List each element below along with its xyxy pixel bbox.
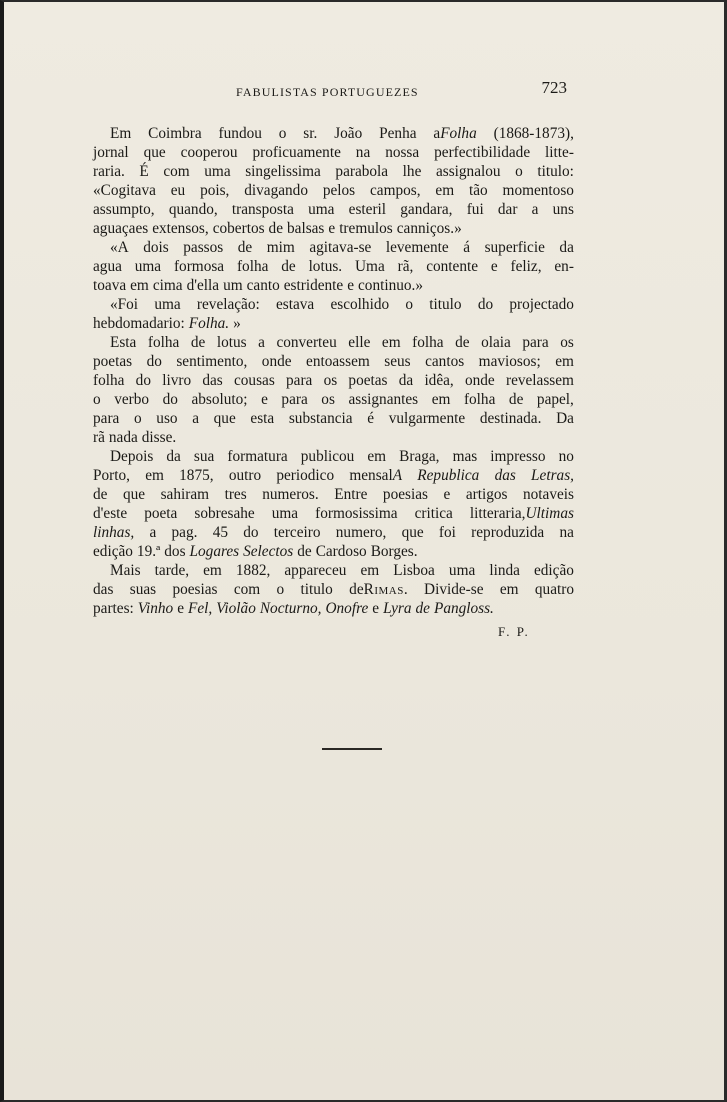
word: elle bbox=[348, 334, 371, 351]
word: uma bbox=[308, 201, 335, 218]
word: litte- bbox=[545, 144, 574, 161]
word: agitava-se bbox=[309, 239, 372, 256]
word: mensalA bbox=[349, 467, 403, 484]
word: agua bbox=[93, 258, 122, 275]
word: gandara, bbox=[400, 201, 453, 218]
word: 1882, bbox=[235, 562, 271, 579]
word: parabola bbox=[335, 163, 389, 180]
word: dois bbox=[143, 239, 169, 256]
text-line bbox=[93, 162, 574, 181]
word: outro bbox=[228, 467, 262, 484]
word: e bbox=[347, 277, 355, 294]
word: rã bbox=[93, 429, 105, 446]
word: Letras, bbox=[531, 467, 574, 484]
word: Mais bbox=[110, 562, 141, 579]
word: quando, bbox=[168, 201, 218, 218]
word: de bbox=[297, 543, 312, 560]
word: substancia bbox=[288, 410, 353, 427]
word: é bbox=[367, 410, 375, 427]
word: «A bbox=[110, 239, 129, 256]
word: esteril bbox=[348, 201, 387, 218]
page-header bbox=[124, 78, 567, 104]
word: estridente bbox=[283, 277, 344, 294]
word: uso bbox=[156, 410, 178, 427]
word: nossa bbox=[385, 144, 420, 161]
word: jornal bbox=[93, 144, 129, 161]
word: titulo: bbox=[537, 163, 574, 180]
word: idêa, bbox=[424, 372, 454, 389]
word: e Fel, bbox=[177, 600, 213, 617]
word: da bbox=[398, 372, 414, 389]
word: divagando bbox=[244, 182, 308, 199]
word: lhe bbox=[402, 163, 422, 180]
word: folha bbox=[93, 372, 125, 389]
word: pelos bbox=[322, 182, 356, 199]
word: e bbox=[443, 486, 451, 503]
word: artigos bbox=[465, 486, 508, 503]
word: edição bbox=[533, 562, 574, 579]
word: em bbox=[499, 581, 519, 598]
word: Borges. bbox=[370, 543, 418, 560]
word: aFolha bbox=[433, 125, 477, 142]
word: em bbox=[431, 391, 451, 408]
word: assignantes bbox=[348, 391, 419, 408]
word: Violão bbox=[216, 600, 256, 617]
word: campos, bbox=[370, 182, 421, 199]
word: e bbox=[490, 258, 498, 275]
word: de bbox=[93, 486, 108, 503]
word: uma bbox=[154, 296, 181, 313]
word: Lisboa bbox=[393, 562, 435, 579]
word: balsas bbox=[287, 220, 325, 237]
running-title: FABULISTAS PORTUGUEZES bbox=[236, 85, 419, 99]
word: en- bbox=[554, 258, 574, 275]
word: «Foi bbox=[110, 296, 139, 313]
word: transposta bbox=[231, 201, 294, 218]
word: 45 bbox=[212, 524, 228, 541]
word: feliz, bbox=[510, 258, 542, 275]
word: em bbox=[145, 467, 164, 484]
word: perfectibilidade bbox=[434, 144, 531, 161]
word: do bbox=[477, 296, 494, 313]
word: quatro bbox=[534, 581, 574, 598]
word: verbo bbox=[114, 391, 150, 408]
text-line bbox=[93, 238, 574, 257]
word: poesias bbox=[172, 581, 218, 598]
word: da bbox=[559, 239, 574, 256]
word: revelação: bbox=[196, 296, 260, 313]
word: Uma bbox=[355, 258, 385, 275]
word: de bbox=[415, 600, 430, 617]
word: folha bbox=[147, 334, 180, 351]
word: d'ella bbox=[186, 277, 220, 294]
word: folha bbox=[463, 391, 496, 408]
word: tres bbox=[224, 486, 247, 503]
word: das bbox=[93, 581, 114, 598]
word: aguaçaes bbox=[93, 220, 149, 237]
word: critica bbox=[414, 505, 453, 522]
word: assignalou bbox=[435, 163, 501, 180]
word: com bbox=[233, 581, 261, 598]
word: eu bbox=[170, 182, 186, 199]
word: e bbox=[328, 220, 336, 237]
word: e Lyra bbox=[372, 600, 412, 617]
word: Em bbox=[110, 125, 132, 142]
word: na bbox=[559, 524, 574, 541]
word: appareceu bbox=[284, 562, 347, 579]
word: para bbox=[286, 372, 313, 389]
word: projectado bbox=[509, 296, 574, 313]
word: de bbox=[268, 220, 283, 237]
word: em bbox=[360, 562, 380, 579]
word: a bbox=[149, 524, 157, 541]
word: poesias bbox=[382, 486, 428, 503]
word: rã, bbox=[397, 258, 414, 275]
word: cima bbox=[152, 277, 183, 294]
word: com bbox=[163, 163, 190, 180]
word: esta bbox=[250, 410, 275, 427]
word: fui bbox=[466, 201, 484, 218]
word: maviosos; bbox=[478, 353, 541, 370]
word: cantos bbox=[425, 353, 465, 370]
body-text bbox=[93, 124, 574, 618]
word: Entre bbox=[334, 486, 368, 503]
text-line bbox=[93, 219, 574, 238]
text-line bbox=[93, 447, 574, 466]
word: Braga, bbox=[399, 448, 440, 465]
word: folha bbox=[236, 258, 269, 275]
word: sua bbox=[193, 448, 215, 465]
word: 19.ª bbox=[136, 543, 161, 560]
word: Selectos bbox=[243, 543, 294, 560]
text-line bbox=[93, 314, 574, 333]
word: em bbox=[130, 277, 149, 294]
word: uma bbox=[271, 505, 299, 522]
word: de bbox=[281, 258, 296, 275]
text-line bbox=[93, 504, 574, 523]
word: para bbox=[93, 410, 120, 427]
text-line bbox=[93, 276, 574, 295]
word: tremulos bbox=[339, 220, 393, 237]
word: o bbox=[133, 410, 142, 427]
word: vulgarmente bbox=[388, 410, 466, 427]
word: suas bbox=[129, 581, 157, 598]
word: Depois bbox=[110, 448, 154, 465]
text-line bbox=[93, 428, 574, 447]
text-line bbox=[93, 409, 574, 428]
word: superficie bbox=[484, 239, 545, 256]
word: converteu bbox=[276, 334, 337, 351]
text-line bbox=[93, 542, 574, 561]
word: Porto, bbox=[93, 467, 130, 484]
word: papel, bbox=[536, 391, 574, 408]
word: formatura bbox=[227, 448, 288, 465]
word: poeta bbox=[144, 505, 178, 522]
word: Penha bbox=[379, 125, 417, 142]
word: os bbox=[321, 391, 335, 408]
word: Onofre bbox=[325, 600, 369, 617]
word: formosissima bbox=[315, 505, 398, 522]
word: João bbox=[334, 125, 363, 142]
word: tão bbox=[468, 182, 488, 199]
word: de bbox=[508, 391, 524, 408]
word: Cardoso bbox=[315, 543, 367, 560]
word: cooperou bbox=[180, 144, 238, 161]
word: publicou bbox=[300, 448, 355, 465]
word: livro bbox=[162, 372, 192, 389]
word: uma bbox=[448, 562, 476, 579]
word: proficuamente bbox=[252, 144, 341, 161]
word: É bbox=[139, 163, 149, 180]
text-line bbox=[93, 295, 574, 314]
word: titulo bbox=[300, 581, 333, 598]
word: tarde, bbox=[154, 562, 190, 579]
word: do bbox=[162, 391, 178, 408]
word: o bbox=[276, 581, 285, 598]
word: linhas, bbox=[93, 524, 135, 541]
word: sahiram bbox=[160, 486, 210, 503]
word: edição bbox=[93, 543, 133, 560]
text-line bbox=[93, 333, 574, 352]
word: de bbox=[190, 334, 206, 351]
word: dar bbox=[497, 201, 518, 218]
word: o bbox=[405, 296, 414, 313]
word: do bbox=[146, 353, 162, 370]
word: numero, bbox=[335, 524, 387, 541]
text-line bbox=[93, 580, 574, 599]
word: singelissima bbox=[245, 163, 321, 180]
word: o bbox=[515, 163, 523, 180]
word: levemente bbox=[385, 239, 449, 256]
word: em bbox=[367, 448, 387, 465]
word: fundou bbox=[218, 125, 262, 142]
word: «Cogitava bbox=[93, 182, 156, 199]
word: que bbox=[401, 524, 424, 541]
word: cousas bbox=[233, 372, 275, 389]
text-line bbox=[93, 257, 574, 276]
word: uns bbox=[552, 201, 574, 218]
word: pag. bbox=[171, 524, 198, 541]
word: periodico bbox=[276, 467, 335, 484]
word: assumpto, bbox=[93, 201, 155, 218]
word: passos bbox=[183, 239, 224, 256]
word: foi bbox=[438, 524, 456, 541]
word: em bbox=[435, 182, 455, 199]
text-line bbox=[93, 371, 574, 390]
word: disse. bbox=[141, 429, 177, 446]
word: estava bbox=[276, 296, 315, 313]
word: hebdomadario: Folha. » bbox=[93, 315, 241, 332]
word: nada bbox=[108, 429, 138, 446]
text-line bbox=[93, 124, 574, 143]
word: lotus bbox=[216, 334, 247, 351]
word: destinada. bbox=[479, 410, 542, 427]
word: em bbox=[555, 353, 574, 370]
text-line bbox=[93, 561, 574, 580]
word: folha bbox=[412, 334, 444, 351]
word: em bbox=[381, 334, 401, 351]
word: de bbox=[455, 334, 470, 351]
word: a bbox=[531, 201, 539, 218]
word: numeros. bbox=[262, 486, 319, 503]
word: em bbox=[203, 562, 222, 579]
word: um bbox=[223, 277, 243, 294]
word: na bbox=[355, 144, 371, 161]
word: no bbox=[558, 448, 574, 465]
word: (1868-1873), bbox=[493, 125, 574, 142]
word: das bbox=[494, 467, 516, 484]
word: litteraria,Ultimas bbox=[469, 505, 574, 522]
word: do bbox=[135, 372, 151, 389]
word: impresso bbox=[490, 448, 546, 465]
word: escolhido bbox=[330, 296, 390, 313]
word: cobertos bbox=[212, 220, 265, 237]
word: momentoso bbox=[502, 182, 574, 199]
word: uma bbox=[134, 258, 162, 275]
word: os bbox=[560, 334, 574, 351]
word: Pangloss. bbox=[433, 600, 494, 617]
word: o bbox=[93, 391, 101, 408]
word: extensos, bbox=[152, 220, 209, 237]
page-number: 723 bbox=[541, 78, 567, 97]
word: que bbox=[122, 486, 146, 503]
word: Republica bbox=[417, 467, 480, 484]
word: sobresahe bbox=[194, 505, 255, 522]
word: Da bbox=[556, 410, 574, 427]
word: onde bbox=[464, 372, 495, 389]
word: onde bbox=[261, 353, 292, 370]
author-signature: F. P. bbox=[498, 624, 530, 639]
word: olaia bbox=[481, 334, 511, 351]
word: a bbox=[258, 334, 265, 351]
word: absoluto; bbox=[191, 391, 248, 408]
word: lotus. bbox=[308, 258, 343, 275]
word: revelassem bbox=[505, 372, 574, 389]
word: poetas bbox=[93, 353, 133, 370]
text-line bbox=[93, 485, 574, 504]
word: continuo.» bbox=[358, 277, 424, 294]
word: entoassem bbox=[306, 353, 370, 370]
text-line bbox=[93, 200, 574, 219]
word: uma bbox=[204, 163, 231, 180]
word: Esta bbox=[110, 334, 137, 351]
word: Nocturno, bbox=[259, 600, 322, 617]
word: que bbox=[143, 144, 166, 161]
word: linda bbox=[489, 562, 520, 579]
word: d'este bbox=[93, 505, 128, 522]
word: pois, bbox=[200, 182, 230, 199]
word: titulo bbox=[429, 296, 462, 313]
word: para bbox=[281, 391, 308, 408]
word: notaveis bbox=[523, 486, 574, 503]
text-line bbox=[93, 143, 574, 162]
word: sr. bbox=[303, 125, 318, 142]
text-line bbox=[93, 352, 574, 371]
text-line bbox=[93, 181, 574, 200]
word: da bbox=[166, 448, 181, 465]
word: que bbox=[213, 410, 236, 427]
word: e bbox=[261, 391, 268, 408]
word: mas bbox=[452, 448, 478, 465]
word: 1875, bbox=[179, 467, 214, 484]
word: dos Logares bbox=[164, 543, 240, 560]
word: mim bbox=[266, 239, 295, 256]
word: poetas bbox=[348, 372, 388, 389]
word: os bbox=[323, 372, 338, 389]
word: o bbox=[278, 125, 287, 142]
word: para bbox=[522, 334, 549, 351]
word: de bbox=[237, 239, 253, 256]
text-line bbox=[93, 523, 574, 542]
text-line bbox=[93, 390, 574, 409]
word: contente bbox=[426, 258, 479, 275]
word: do bbox=[243, 524, 259, 541]
word: reproduzida bbox=[471, 524, 545, 541]
word: partes: Vinho bbox=[93, 600, 174, 617]
word: a bbox=[192, 410, 199, 427]
word: canto bbox=[246, 277, 280, 294]
word: terceiro bbox=[273, 524, 321, 541]
section-divider-rule bbox=[322, 748, 382, 750]
text-line bbox=[93, 466, 574, 485]
word: formosa bbox=[173, 258, 225, 275]
word: toava bbox=[93, 277, 127, 294]
word: deRimas. bbox=[349, 581, 408, 598]
word: Divide-se bbox=[424, 581, 484, 598]
word: das bbox=[202, 372, 223, 389]
word: Coimbra bbox=[148, 125, 202, 142]
word: sentimento, bbox=[176, 353, 248, 370]
text-line bbox=[93, 599, 574, 618]
word: raria. bbox=[93, 163, 125, 180]
word: seus bbox=[384, 353, 411, 370]
word: canniços.» bbox=[396, 220, 462, 237]
word: á bbox=[463, 239, 471, 256]
